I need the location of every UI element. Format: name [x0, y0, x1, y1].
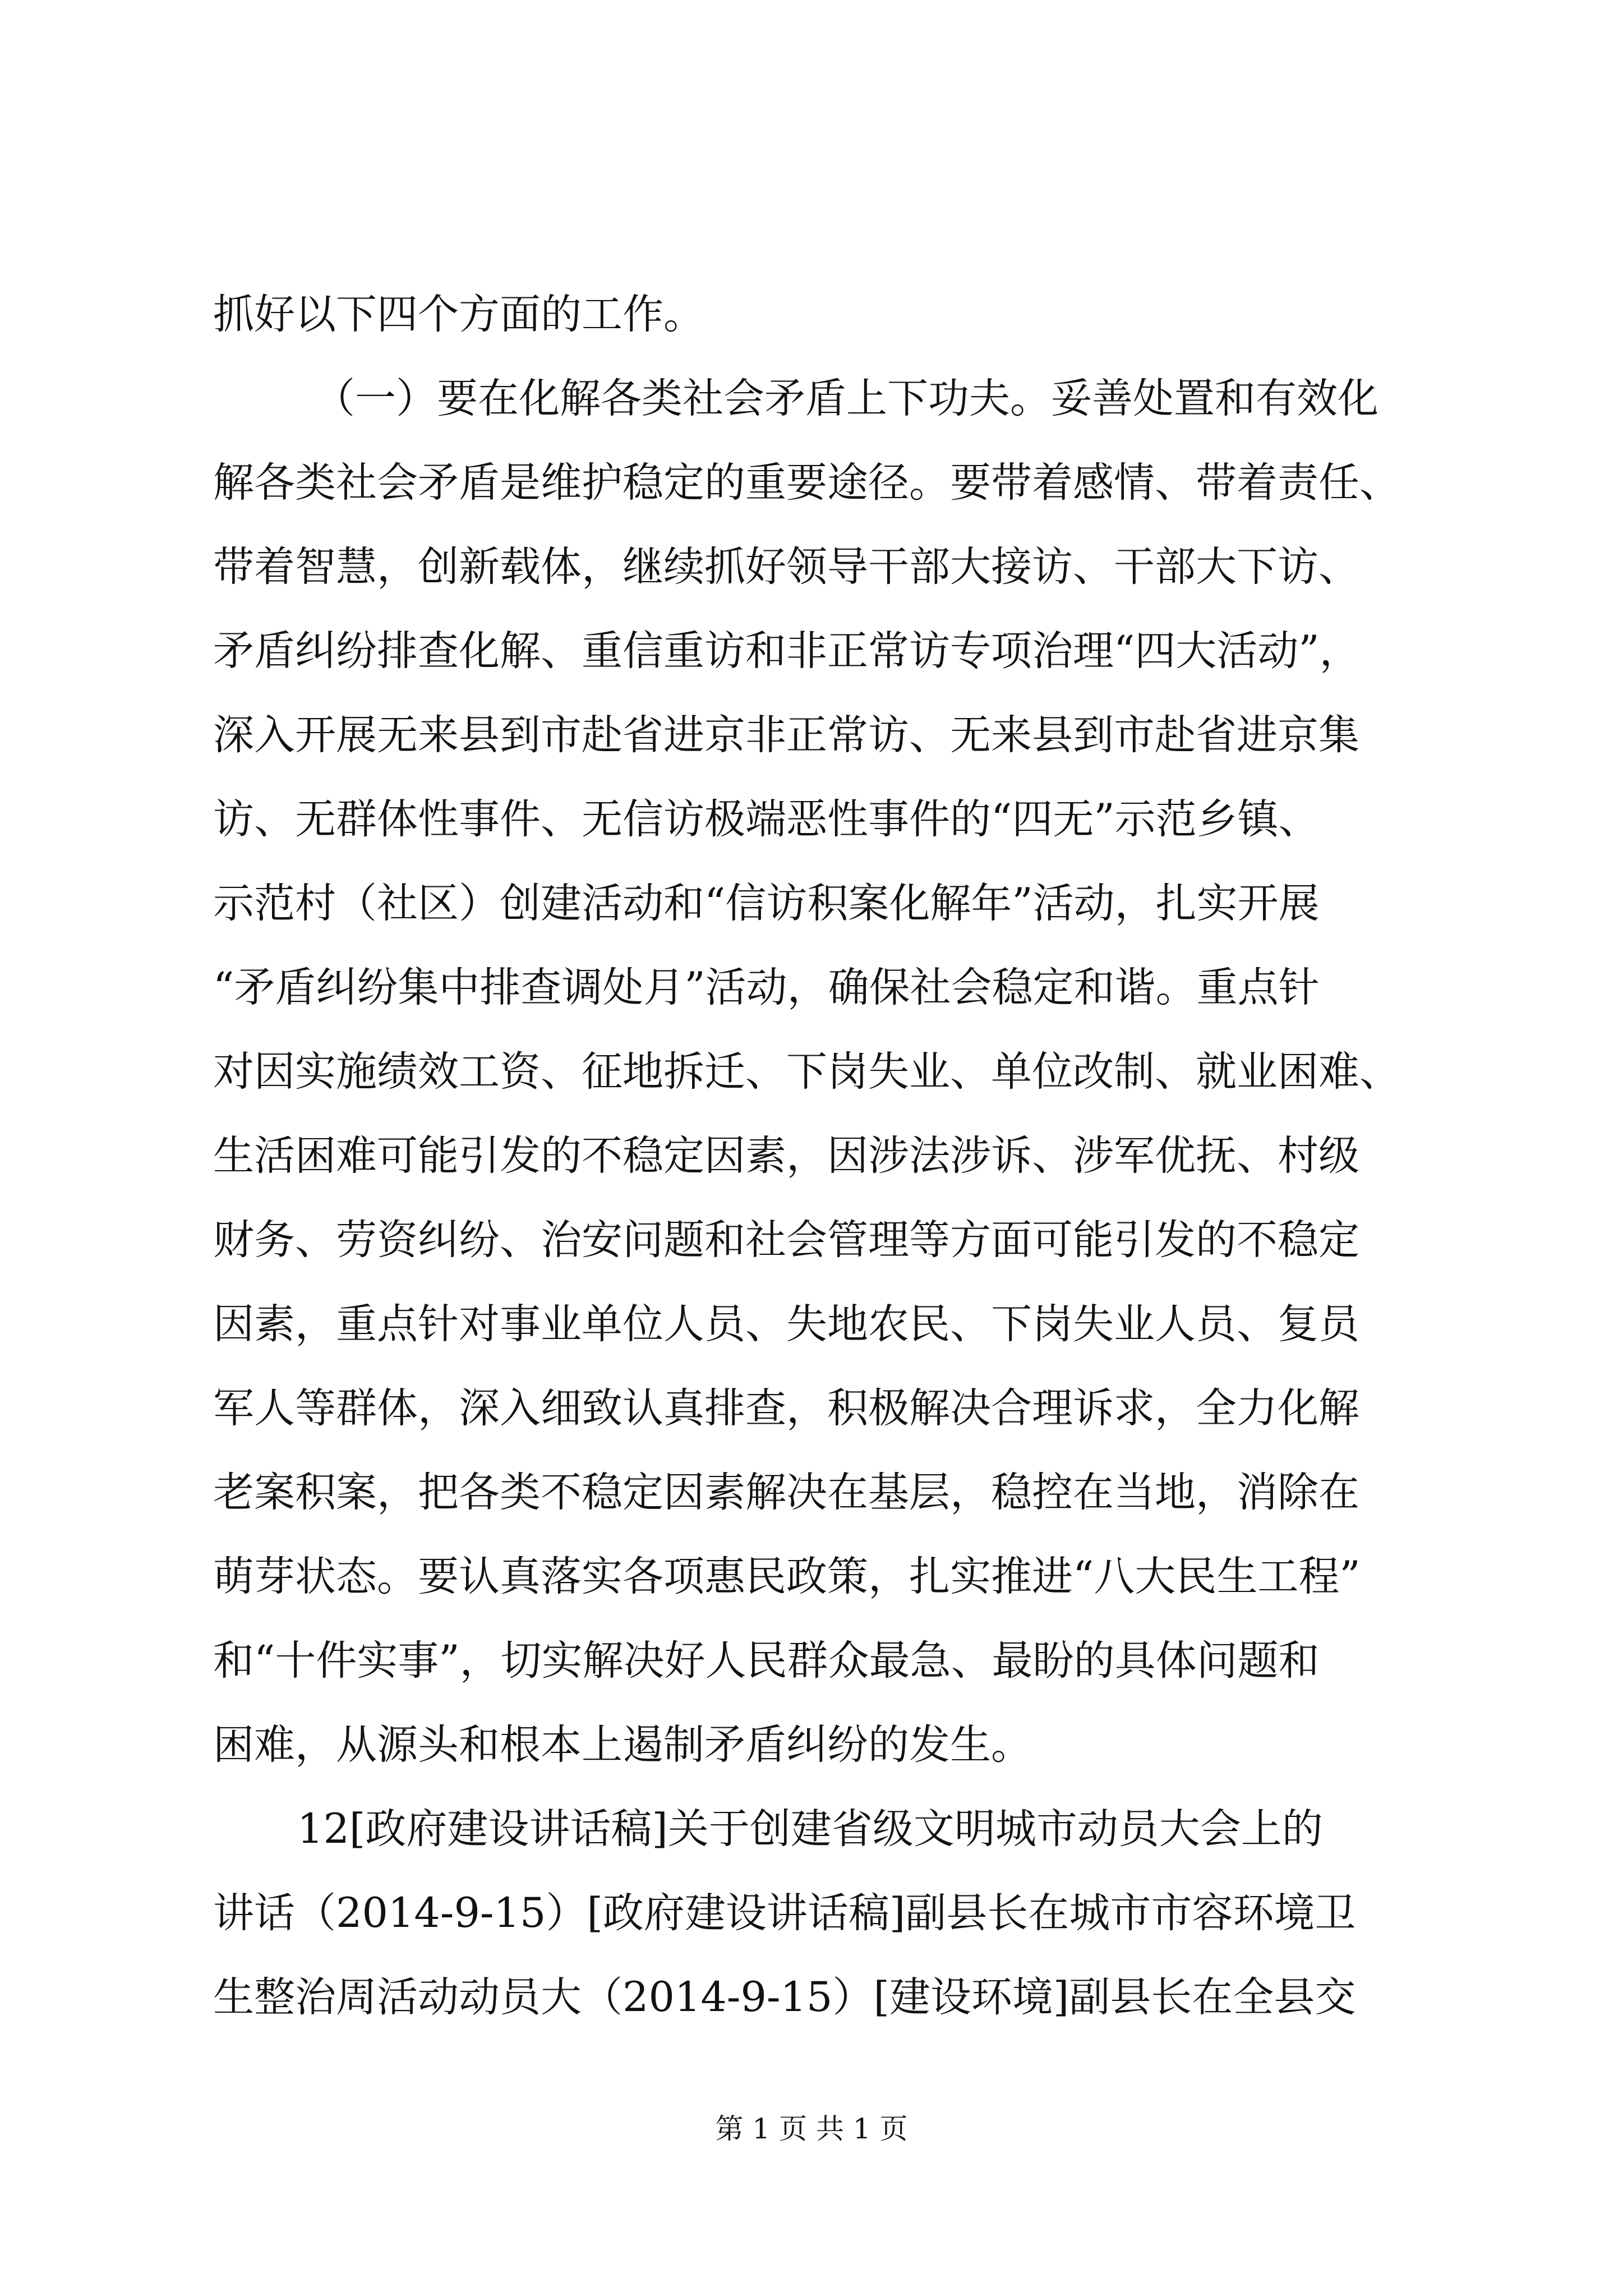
- related-articles-line: 讲话（2014-9-15）[政府建设讲话稿]副县长在城市市容环境卫: [213, 1889, 1356, 1937]
- text-line: “矛盾纠纷集中排查调处月”活动，确保社会稳定和谐。重点针: [213, 964, 1320, 1011]
- text-line: 老案积案，把各类不稳定因素解决在基层，稳控在当地，消除在: [213, 1469, 1359, 1516]
- related-articles-line: 12[政府建设讲话稿]关于创建省级文明城市动员大会上的: [297, 1805, 1323, 1853]
- text-line: 深入开展无来县到市赴省进京非正常访、无来县到市赴省进京集: [213, 711, 1359, 759]
- text-line: 萌芽状态。要认真落实各项惠民政策，扎实推进“八大民生工程”: [213, 1553, 1361, 1600]
- text-line: 解各类社会矛盾是维护稳定的重要途径。要带着感情、带着责任、: [213, 459, 1400, 507]
- text-line: 对因实施绩效工资、征地拆迁、下岗失业、单位改制、就业困难、: [213, 1048, 1400, 1096]
- text-line: 和“十件实事”，切实解决好人民群众最急、最盼的具体问题和: [213, 1637, 1320, 1685]
- text-line: 矛盾纠纷排查化解、重信重访和非正常访专项治理“四大活动”，: [213, 627, 1361, 675]
- text-line: 带着智慧，创新载体，继续抓好领导干部大接访、干部大下访、: [213, 543, 1359, 591]
- text-line: 访、无群体性事件、无信访极端恶性事件的“四无”示范乡镇、: [213, 795, 1320, 843]
- text-line: 因素，重点针对事业单位人员、失地农民、下岗失业人员、复员: [213, 1300, 1359, 1348]
- text-line: 抓好以下四个方面的工作。: [213, 291, 704, 338]
- text-line: 困难，从源头和根本上遏制矛盾纠纷的发生。: [213, 1721, 1032, 1769]
- paragraph-heading-line: （一）要在化解各类社会矛盾上下功夫。妥善处置和有效化: [314, 375, 1378, 422]
- text-line: 军人等群体，深入细致认真排查，积极解决合理诉求，全力化解: [213, 1384, 1359, 1432]
- text-line: 生活困难可能引发的不稳定因素，因涉法涉诉、涉军优抚、村级: [213, 1132, 1359, 1180]
- page-number-footer: 第 1 页 共 1 页: [715, 2113, 908, 2145]
- text-line: 财务、劳资纠纷、治安问题和社会管理等方面可能引发的不稳定: [213, 1216, 1359, 1264]
- related-articles-line: 生整治周活动动员大（2014-9-15）[建设环境]副县长在全县交: [213, 1973, 1356, 2021]
- text-line: 示范村（社区）创建活动和“信访积案化解年”活动，扎实开展: [213, 880, 1320, 927]
